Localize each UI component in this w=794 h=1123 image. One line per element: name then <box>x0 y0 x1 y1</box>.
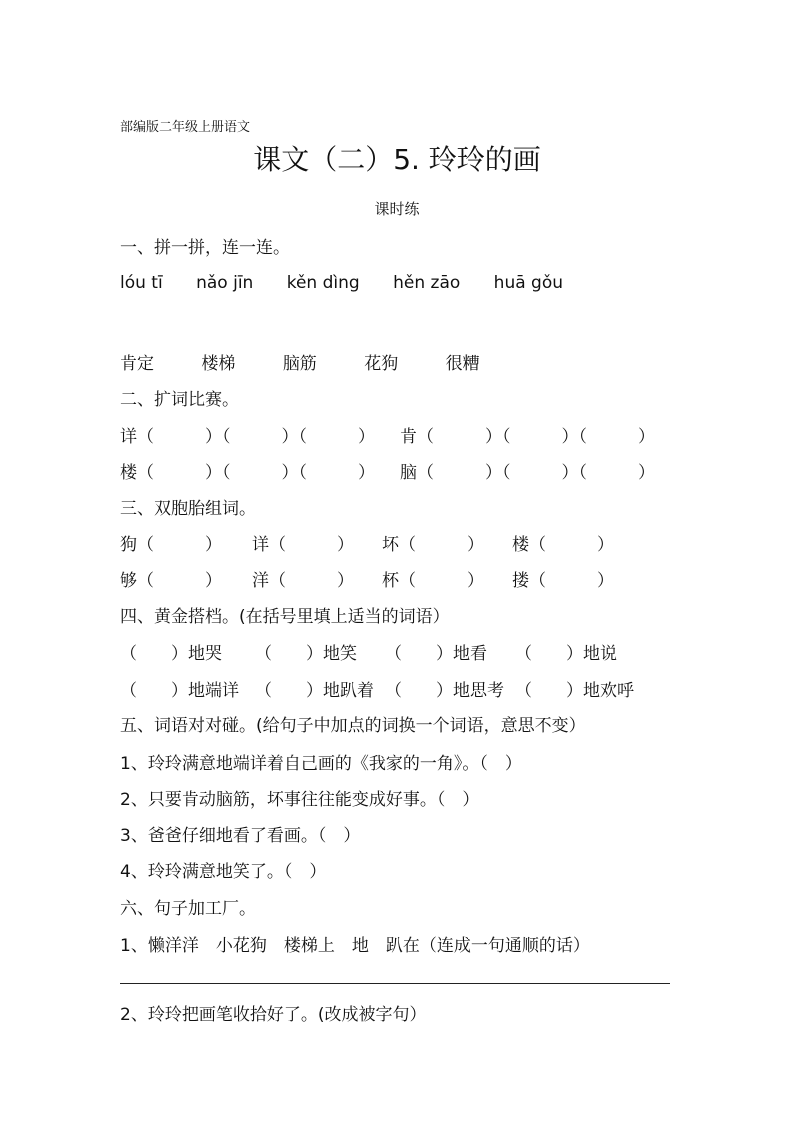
partner-item: （ ）地看 <box>385 644 487 664</box>
partner-item: （ ）地哭 <box>120 644 222 664</box>
expand-item: 脑（ ）（ ）（ ） <box>400 463 655 483</box>
partner-item: （ ）地思考 <box>385 681 504 701</box>
partner-item: （ ）地端详 <box>120 681 239 701</box>
section-4-heading: 四、黄金搭档。(在括号里填上适当的词语） <box>120 607 450 627</box>
pinyin-row <box>120 273 591 293</box>
twin-item: 坏（ ） <box>382 535 484 555</box>
word-item: 肯定 <box>120 354 154 374</box>
word-item: 很糟 <box>445 354 480 374</box>
expand-item: 肯（ ）（ ）（ ） <box>400 427 655 447</box>
sentence-item: 4、玲玲满意地笑了。（ ） <box>120 862 327 882</box>
word-item: 楼梯 <box>201 354 236 374</box>
twin-item: 搂（ ） <box>512 571 614 591</box>
partner-item: （ ）地笑 <box>255 644 357 664</box>
twin-item: 杯（ ） <box>382 571 484 591</box>
section-2-heading: 二、扩词比赛。 <box>120 390 239 410</box>
partner-item: （ ）地趴着 <box>255 681 374 701</box>
partner-item: （ ）地说 <box>515 644 617 664</box>
word-item: 花狗 <box>364 354 399 374</box>
answer-line <box>120 983 670 984</box>
twin-item: 洋（ ） <box>252 571 354 591</box>
document-header: 部编版二年级上册语文 <box>120 120 251 135</box>
sentence-item: 2、玲玲把画笔收拾好了。(改成被字句） <box>120 1005 427 1025</box>
sentence-item: 3、爸爸仔细地看了看画。（ ） <box>120 826 361 846</box>
sentence-item: 1、懒洋洋 小花狗 楼梯上 地 趴在（连成一句通顺的话） <box>120 936 590 956</box>
page-title: 课文（二）5. 玲玲的画 <box>253 143 541 176</box>
word-item: 脑筋 <box>282 354 317 374</box>
pinyin-item: lóu tī <box>120 273 163 293</box>
pinyin-item: nǎo jīn <box>196 273 254 293</box>
word-row <box>120 349 522 374</box>
partner-item: （ ）地欢呼 <box>515 681 634 701</box>
pinyin-item: kěn dìng <box>286 273 360 293</box>
section-3-heading: 三、双胞胎组词。 <box>120 499 256 519</box>
sentence-item: 2、只要肯动脑筋，坏事往往能变成好事。（ ） <box>120 790 480 810</box>
twin-item: 详（ ） <box>252 535 354 555</box>
section-1-heading: 一、拼一拼，连一连。 <box>120 238 290 258</box>
sentence-item: 1、玲玲满意地端详着自己画的《我家的一角》。（ ） <box>120 754 522 774</box>
pinyin-item: huā gǒu <box>493 273 564 293</box>
section-5-heading: 五、词语对对碰。(给句子中加点的词换一个词语，意思不变） <box>120 716 586 736</box>
page-subtitle: 课时练 <box>374 200 420 218</box>
expand-item: 楼（ ）（ ）（ ） <box>120 463 375 483</box>
twin-item: 够（ ） <box>120 571 222 591</box>
expand-item: 详（ ）（ ）（ ） <box>120 427 375 447</box>
pinyin-item: hěn zāo <box>393 273 461 293</box>
twin-item: 楼（ ） <box>512 535 614 555</box>
section-6-heading: 六、句子加工厂。 <box>120 899 256 919</box>
twin-item: 狗（ ） <box>120 535 222 555</box>
